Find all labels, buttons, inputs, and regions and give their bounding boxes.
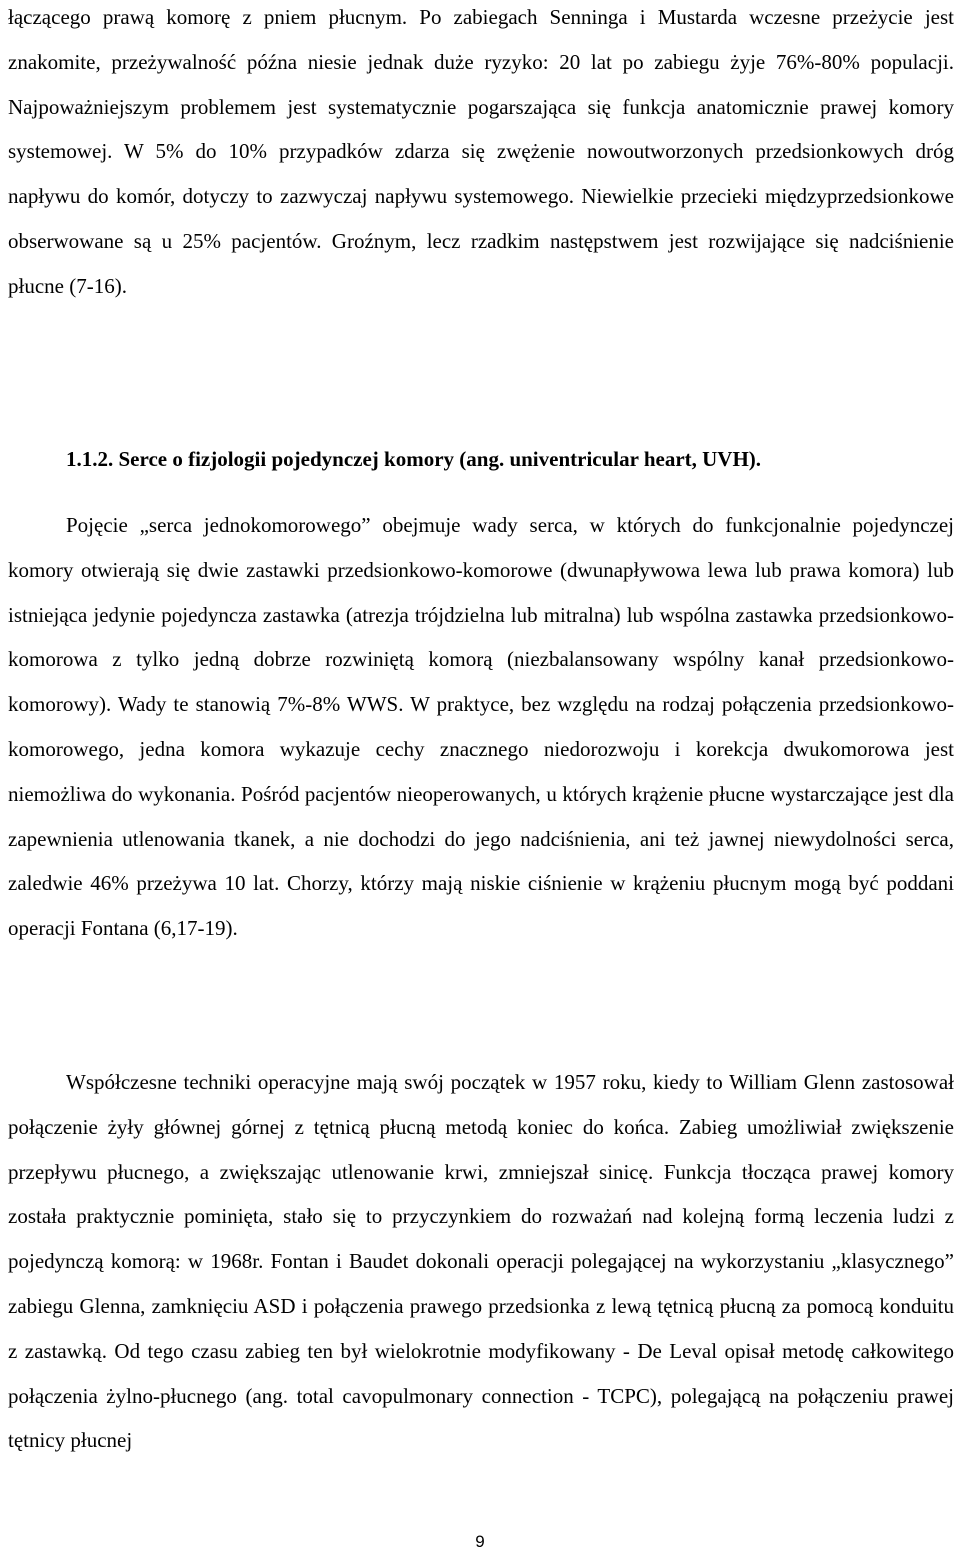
section-heading: 1.1.2. Serce o fizjologii pojedynczej komory (ang. univentricular heart, UVH). — [66, 447, 762, 471]
paragraph-surgical-history: Współczesne techniki operacyjne mają swój początek w 1957 roku, kiedy to William Glenn zastosował połączenie żyły głównej górnej z tętnicą płucną metodą koniec do końca. Zabieg umożliwiał zwiększenie przepływu płucnego, a zwiększając utlenowanie krwi, zmniejszał sinicę. Funkcja tłocząca prawej komory została praktycznie pominięta, stało się to przyczynkiem do rozważań nad kolejną formą leczenia ludzi z pojedynczą komorą: w 1968r. Fontan i Baudet dokonali operacji polegającej na wykorzystaniu „klasycznego” zabiegu Glenna, zamknięciu ASD i połączenia prawego przedsionka z lewą tętnicą płucną za pomocą konduitu z zastawką. Od tego czasu zabieg ten był wielokrotnie modyfikowany - De Leval opisał metodę całkowitego połączenia żylno-płucnego (ang. total cavopulmonary connection - TCPC), polegającą na połączeniu prawej tętnicy płucnej — [8, 1070, 954, 1453]
paragraph-intro: łączącego prawą komorę z pniem płucnym. Po zabiegach Senninga i Mustarda wczesne przeżycie jest znakomite, przeżywalność późna niesie jednak duże ryzyko: 20 lat po zabiegu żyje 76%-80% populacji. Najpoważniejszym problemem jest systematycznie pogarszająca się funkcja anatomicznie prawej komory systemowej. W 5% do 10% przypadków zdarza się zwężenie nowoutworzonych przedsionkowych dróg napływu do komór, dotyczy to zazwyczaj napływu systemowego. Niewielkie przecieki międzyprzedsionkowe obserwowane są u 25% pacjentów. Groźnym, lecz rzadkim następstwem jest rozwijające się nadciśnienie płucne (7-16). — [8, 5, 954, 298]
paragraph-univentricular-heart: Pojęcie „serca jednokomorowego” obejmuje wady serca, w których do funkcjonalnie pojedynczej komory otwierają się dwie zastawki przedsionkowo-komorowe (dwunapływowa lewa lub prawa komora) lub istniejąca jedynie pojedyncza zastawka (atrezja trójdzielna lub mitralna) lub wspólna zastawka przedsionkowo-komorowa z tylko jedną dobrze rozwiniętą komorą (niezbalansowany wspólny kanał przedsionkowo-komorowy). Wady te stanowią 7%-8% WWS. W praktyce, bez względu na rodzaj połączenia przedsionkowo-komorowego, jedna komora wykazuje cechy znacznego niedorozwoju i korekcja dwukomorowa jest niemożliwa do wykonania. Pośród pacjentów nieoperowanych, u których krążenie płucne wystarczające jest dla zapewnienia utlenowania tkanek, a nie dochodzi do jego nadciśnienia, ani też jawnej niewydolności serca, zaledwie 46% przeżywa 10 lat. Chorzy, którzy mają niskie ciśnienie w krążeniu płucnym mogą być poddani operacji Fontana (6,17-19). — [8, 513, 954, 941]
page-number: 9 — [475, 1532, 485, 1551]
